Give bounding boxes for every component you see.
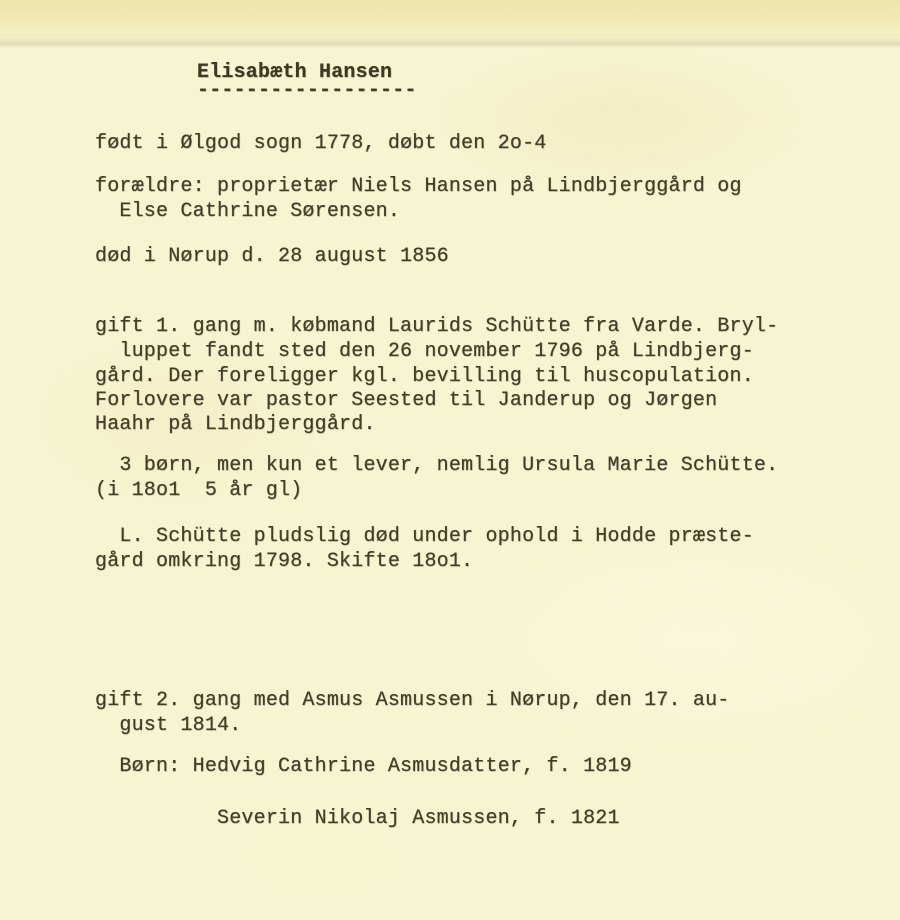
marriage1-line-2: luppet fandt sted den 26 november 1796 på Lindbjerg-	[95, 340, 754, 363]
schutte-death-line-2: gård omkring 1798. Skifte 18o1.	[95, 550, 474, 573]
marriage1-line-3: gård. Der foreligger kgl. bevilling til huscopulation.	[95, 365, 754, 388]
children2-line-1: Børn: Hedvig Cathrine Asmusdatter, f. 1819	[95, 755, 632, 778]
marriage2-line-1: gift 2. gang med Asmus Asmussen i Nørup, den 17. au-	[95, 689, 730, 712]
death-line: død i Nørup d. 28 august 1856	[95, 245, 449, 268]
parents-line-1: forældre: proprietær Niels Hansen på Lindbjerggård og	[95, 175, 742, 198]
marriage2-line-2: gust 1814.	[95, 714, 242, 737]
marriage1-line-5: Haahr på Lindbjerggård.	[95, 413, 376, 436]
birth-line: født i Ølgod sogn 1778, døbt den 2o-4	[95, 132, 547, 155]
marriage1-line-1: gift 1. gang m. købmand Laurids Schütte fra Varde. Bryl-	[95, 315, 779, 338]
title-underline: ------------------	[197, 79, 417, 102]
document-title: Elisabæth Hansen	[197, 61, 393, 84]
children2-line-2: Severin Nikolaj Asmussen, f. 1821	[95, 807, 620, 830]
children1-line-2: (i 18o1 5 år gl)	[95, 479, 303, 502]
marriage1-line-4: Forlovere var pastor Seested til Janderup og Jørgen	[95, 389, 718, 412]
parents-line-2: Else Cathrine Sørensen.	[95, 200, 401, 223]
schutte-death-line-1: L. Schütte pludslig død under ophold i Hodde præste-	[95, 525, 754, 548]
children1-line-1: 3 børn, men kun et lever, nemlig Ursula Marie Schütte.	[95, 454, 779, 477]
